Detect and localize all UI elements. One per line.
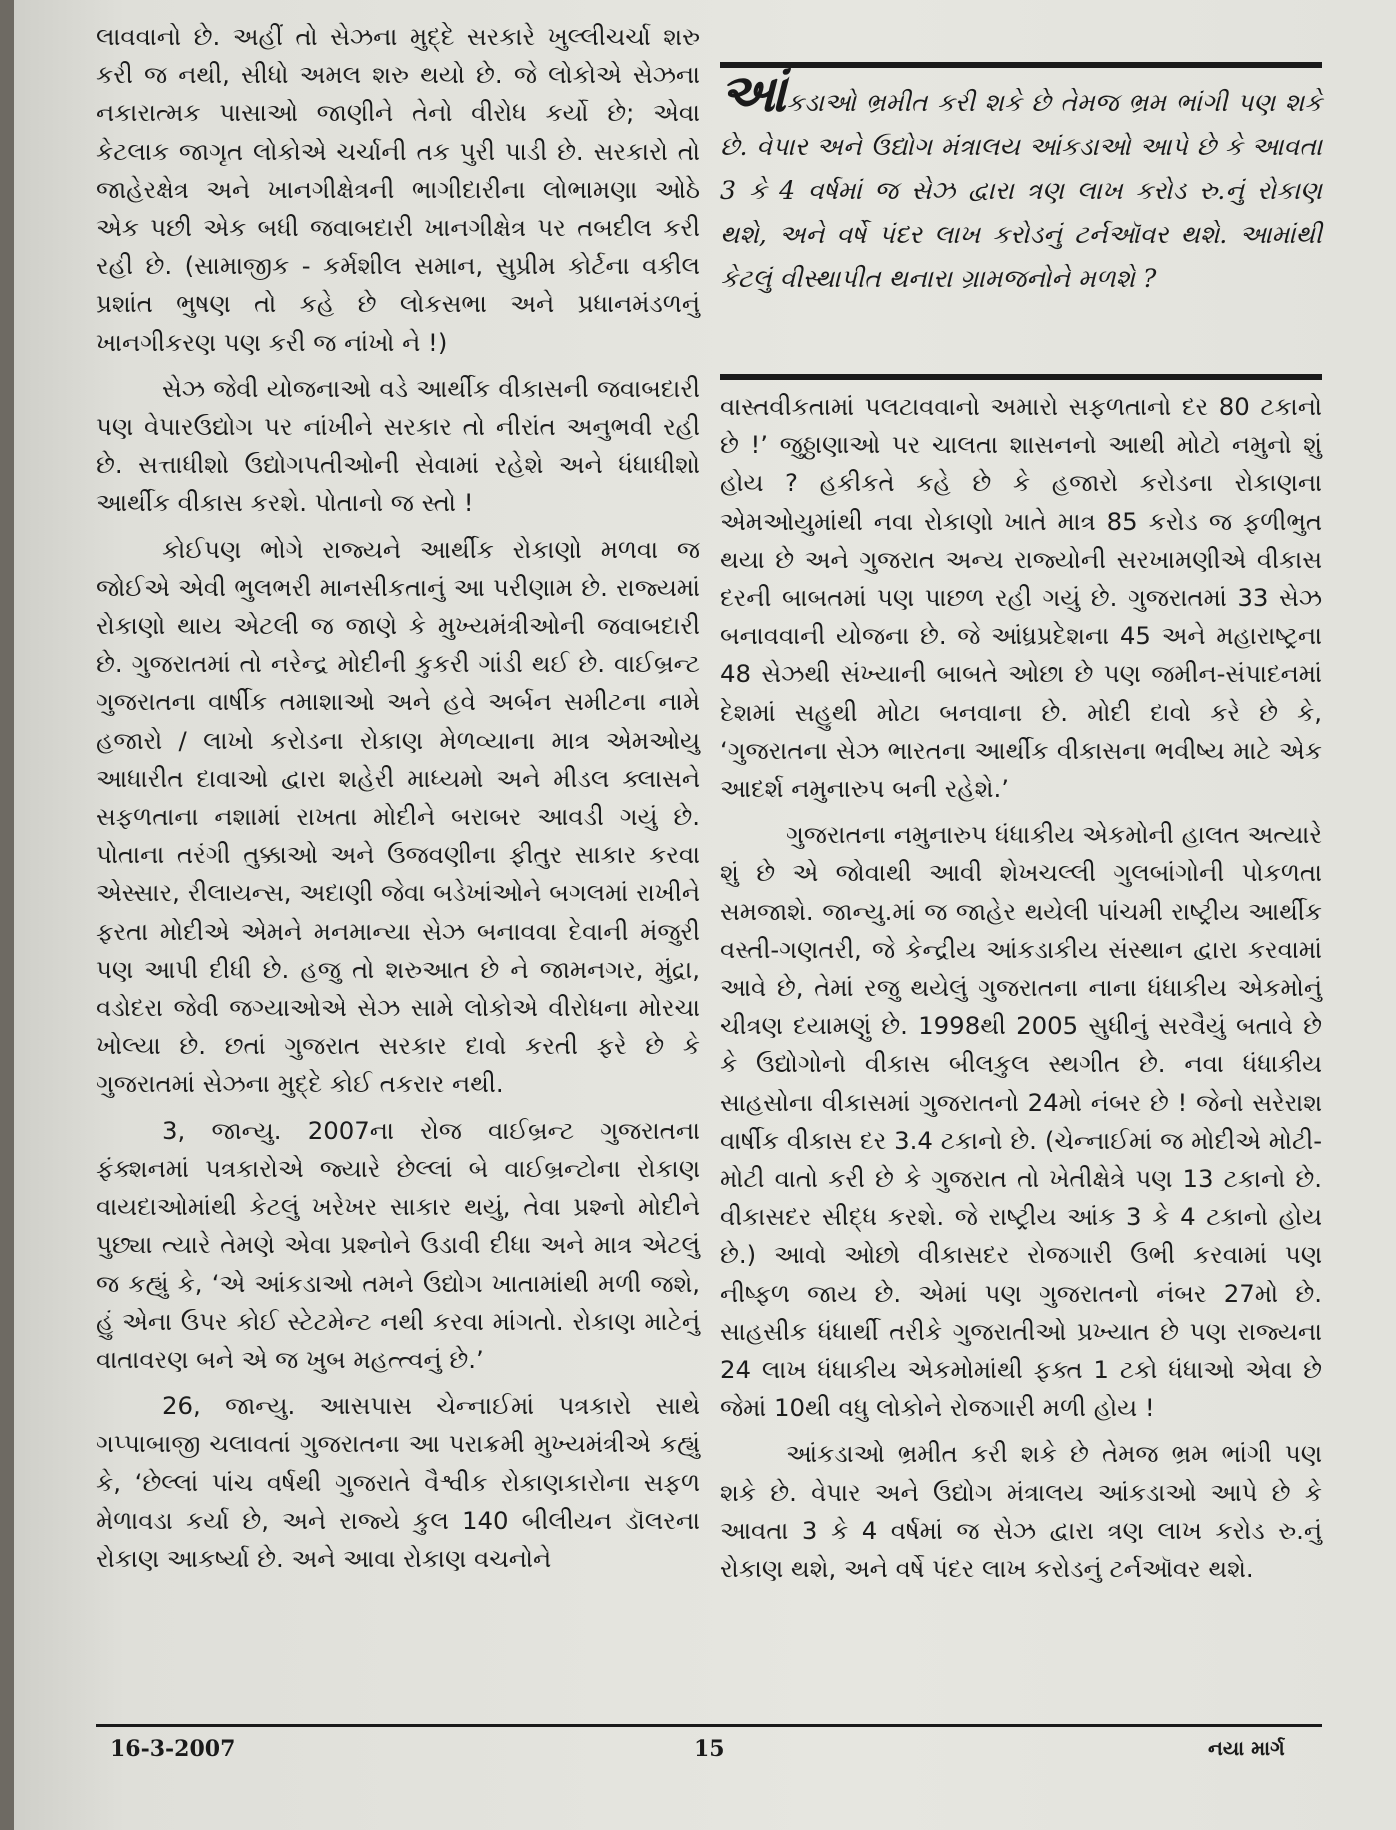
left-paragraph-4: 3, જાન્યુ. 2007ના રોજ વાઈબ્રન્ટ ગુજરાતના ફંક્શનમાં પત્રકારોએ જ્યારે છેલ્લાં બે વાઈબ્રન્ટોના રોકાણ વાયદાઓમાંથી કેટલું ખરેખર સાકાર થયું, તેવા પ્રશ્નો મોદીને પુછ્યા ત્યારે તેમણે એવા પ્રશ્નોને ઉડાવી દીધા અને માત્ર એટલું જ કહ્યું કે, ‘એ આંકડાઓ તમને ઉદ્યોગ ખાતામાંથી મળી જશે, હું એના ઉપર કોઈ સ્ટેટમેન્ટ નથી કરવા માંગતો. રોકાણ માટેનું વાતાવરણ બને એ જ ખુબ મહત્ત્વનું છે.’ [96, 1115, 700, 1374]
left-paragraph-1: લાવવાનો છે. અહીં તો સેઝના મુદ્દે સરકારે ખુલ્લીચર્ચા શરુ કરી જ નથી, સીધો અમલ શરુ થયો છે. જે લોકોએ સેઝના નકારાત્મક પાસાઓ જાણીને તેનો વીરોધ કર્યો છે; એવા કેટલાક જાગૃત લોકોએ ચર્ચાની તક પુરી પાડી છે. સરકારો તો જાહેરક્ષેત્ર અને ખાનગીક્ષેત્રની ભાગીદારીના લોભામણા ઓઠે એક પછી એક બધી જવાબદારી ખાનગીક્ષેત્ર પર તબદીલ કરી રહી છે. (સામાજીક - કર્મશીલ સમાન, સુપ્રીમ કોર્ટના વકીલ પ્રશાંત ભુષણ તો કહે છે લોકસભા અને પ્રધાનમંડળનું ખાનગીકરણ પણ કરી જ નાંખો ને !) [96, 22, 700, 357]
footer-date: 16-3-2007 [110, 1736, 236, 1762]
footer-publication-name: નયા માર્ગ [1208, 1736, 1285, 1760]
left-paragraph-3: કોઈપણ ભોગે રાજ્યને આર્થીક રોકાણો મળવા જ જોઈએ એવી ભુલભરી માનસીકતાનું આ પરીણામ છે. રાજ્યમાં રોકાણો થાય એટલી જ જાણે કે મુખ્યમંત્રીઓની જવાબદારી છે. ગુજરાતમાં તો નરેન્દ્ર મોદીની કુકરી ગાંડી થઈ છે. વાઈબ્રન્ટ ગુજરાતના વાર્ષીક તમાશાઓ અને હવે અર્બન સમીટના નામે હજારો / લાખો કરોડના રોકાણ મેળવ્યાના માત્ર એમઓયુ આધારીત દાવાઓ દ્વારા શહેરી માધ્યમો અને મીડલ ક્લાસને સફળતાના નશામાં રાખતા મોદીને બરાબર આવડી ગયું છે. પોતાના તરંગી તુક્કાઓ અને ઉજવણીના ફીતુર સાકાર કરવા એસ્સાર, રીલાયન્સ, અદાણી જેવા બડેખાંઓને બગલમાં રાખીને ફરતા મોદીએ એમને મનમાન્યા સેઝ બનાવવા દેવાની મંજુરી પણ આપી દીધી છે. હજુ તો શરુઆત છે ને જામનગર, મુંદ્રા, વડોદરા જેવી જગ્યાઓએ સેઝ સામે લોકોએ વીરોધના મોરચા ખોલ્યા છે. છતાં ગુજરાત સરકાર દાવો કરતી ફરે છે કે ગુજરાતમાં સેઝના મુદ્દે કોઈ તકરાર નથી. [96, 534, 700, 1099]
pull-quote-top-rule [720, 62, 1322, 68]
pull-quote-bottom-rule [720, 374, 1322, 380]
pull-quote [720, 63, 1322, 301]
left-column [96, 18, 700, 1586]
footer-page-number: 15 [694, 1736, 725, 1762]
left-paragraph-5: 26, જાન્યુ. આસપાસ ચેન્નાઈમાં પત્રકારો સાથે ગપ્પાબાજી ચલાવતાં ગુજરાતના આ પરાક્રમી મુખ્યમંત્રીએ કહ્યું કે, ‘છેલ્લાં પાંચ વર્ષથી ગુજરાતે વૈશ્વીક રોકાણકારોના સફળ મેળાવડા કર્યા છે, અને રાજ્યે કુલ 140 બીલીયન ડૉલરના રોકાણ આકર્ષ્યા છે. અને આવા રોકાણ વચનોને [96, 1391, 700, 1573]
footer-rule [96, 1724, 1322, 1727]
magazine-page [14, 0, 1396, 1830]
right-paragraph-3: આંકડાઓ ભ્રમીત કરી શકે છે તેમજ ભ્રમ ભાંગી પણ શકે છે. વેપાર અને ઉદ્યોગ મંત્રાલય આંકડાઓ આપે છે કે આવતા 3 કે 4 વર્ષમાં જ સેઝ દ્વારા ત્રણ લાખ કરોડ રુ.નું રોકાણ થશે, અને વર્ષે પંદર લાખ કરોડનું ટર્નઑવર થશે. [720, 1439, 1322, 1584]
pull-quote-initial: આં [720, 63, 787, 124]
right-paragraph-2: ગુજરાતના નમુનારુપ ધંધાકીય એકમોની હાલત અત્યારે શું છે એ જોવાથી આવી શેખચલ્લી ગુલબાંગોની પોકળતા સમજાશે. જાન્યુ.માં જ જાહેર થયેલી પાંચમી રાષ્ટ્રીય આર્થીક વસ્તી-ગણતરી, જે કેન્દ્રીય આંકડાકીય સંસ્થાન દ્વારા કરવામાં આવે છે, તેમાં રજુ થયેલું ગુજરાતના નાના ધંધાકીય એકમોનું ચીત્રણ દયામણું છે. 1998થી 2005 સુધીનું સરવૈયું બતાવે છે કે ઉદ્યોગોનો વીકાસ બીલકુલ સ્થગીત છે. નવા ધંધાકીય સાહસોના વીકાસમાં ગુજરાતનો 24મો નંબર છે ! જેનો સરેરાશ વાર્ષીક વીકાસ દર 3.4 ટકાનો છે. (ચેન્નાઈમાં જ મોદીએ મોટી-મોટી વાતો કરી છે કે ગુજરાત તો ખેતીક્ષેત્રે પણ 13 ટકાનો છે. વીકાસદર સીદ્ધ કરશે. જે રાષ્ટ્રીય આંક 3 કે 4 ટકાનો હોય છે.) આવો ઓછો વીકાસદર રોજગારી ઉભી કરવામાં પણ નીષ્ફળ જાય છે. એમાં પણ ગુજરાતનો નંબર 27મો છે. સાહસીક ધંધાર્થી તરીકે ગુજરાતીઓ પ્રખ્યાત છે પણ રાજ્યના 24 લાખ ધંધાકીય એકમોમાંથી ફક્ત 1 ટકો ધંધાઓ એવા છે જેમાં 10થી વધુ લોકોને રોજગારી મળી હોય ! [720, 820, 1322, 1423]
pull-quote-text: કડાઓ ભ્રમીત કરી શકે છે તેમજ ભ્રમ ભાંગી પણ શકે છે. વેપાર અને ઉદ્યોગ મંત્રાલય આંકડાઓ આપે છે કે આવતા 3 કે 4 વર્ષમાં જ સેઝ દ્વારા ત્રણ લાખ કરોડ રુ.નું રોકાણ થશે, અને વર્ષે પંદર લાખ કરોડનું ટર્નઑવર થશે. આમાંથી કેટલું વીસ્થાપીત થનારા ગ્રામજનોને મળશે ? [720, 88, 1322, 293]
left-paragraph-2: સેઝ જેવી યોજનાઓ વડે આર્થીક વીકાસની જવાબદારી પણ વેપારઉદ્યોગ પર નાંખીને સરકાર તો નીરાંત અનુભવી રહી છે. સત્તાધીશો ઉદ્યોગપતીઓની સેવામાં રહેશે અને ધંધાધીશો આર્થીક વીકાસ કરશે. પોતાનો જ સ્તો ! [96, 373, 700, 518]
right-paragraph-1: વાસ્તવીકતામાં પલટાવવાનો અમારો સફળતાનો દર 80 ટકાનો છે !’ જુઠ્ઠાણાઓ પર ચાલતા શાસનનો આથી મોટો નમુનો શું હોય ? હકીકતે કહે છે કે હજારો કરોડના રોકાણના એમઓયુમાંથી નવા રોકાણો ખાતે માત્ર 85 કરોડ જ ફળીભુત થયા છે અને ગુજરાત અન્ય રાજ્યોની સરખામણીએ વીકાસ દરની બાબતમાં પણ પાછળ રહી ગયું છે. ગુજરાતમાં 33 સેઝ બનાવવાની યોજના છે. જે આંધ્રપ્રદેશના 45 અને મહારાષ્ટ્રના 48 સેઝથી સંખ્યાની બાબતે ઓછા છે પણ જમીન-સંપાદનમાં દેશમાં સહુથી મોટા બનવાના છે. મોદી દાવો કરે છે કે, ‘ગુજરાતના સેઝ ભારતના આર્થીક વીકાસના ભવીષ્ય માટે એક આદર્શ નમુનારુપ બની રહેશે.’ [720, 392, 1322, 804]
right-column [720, 388, 1322, 1596]
